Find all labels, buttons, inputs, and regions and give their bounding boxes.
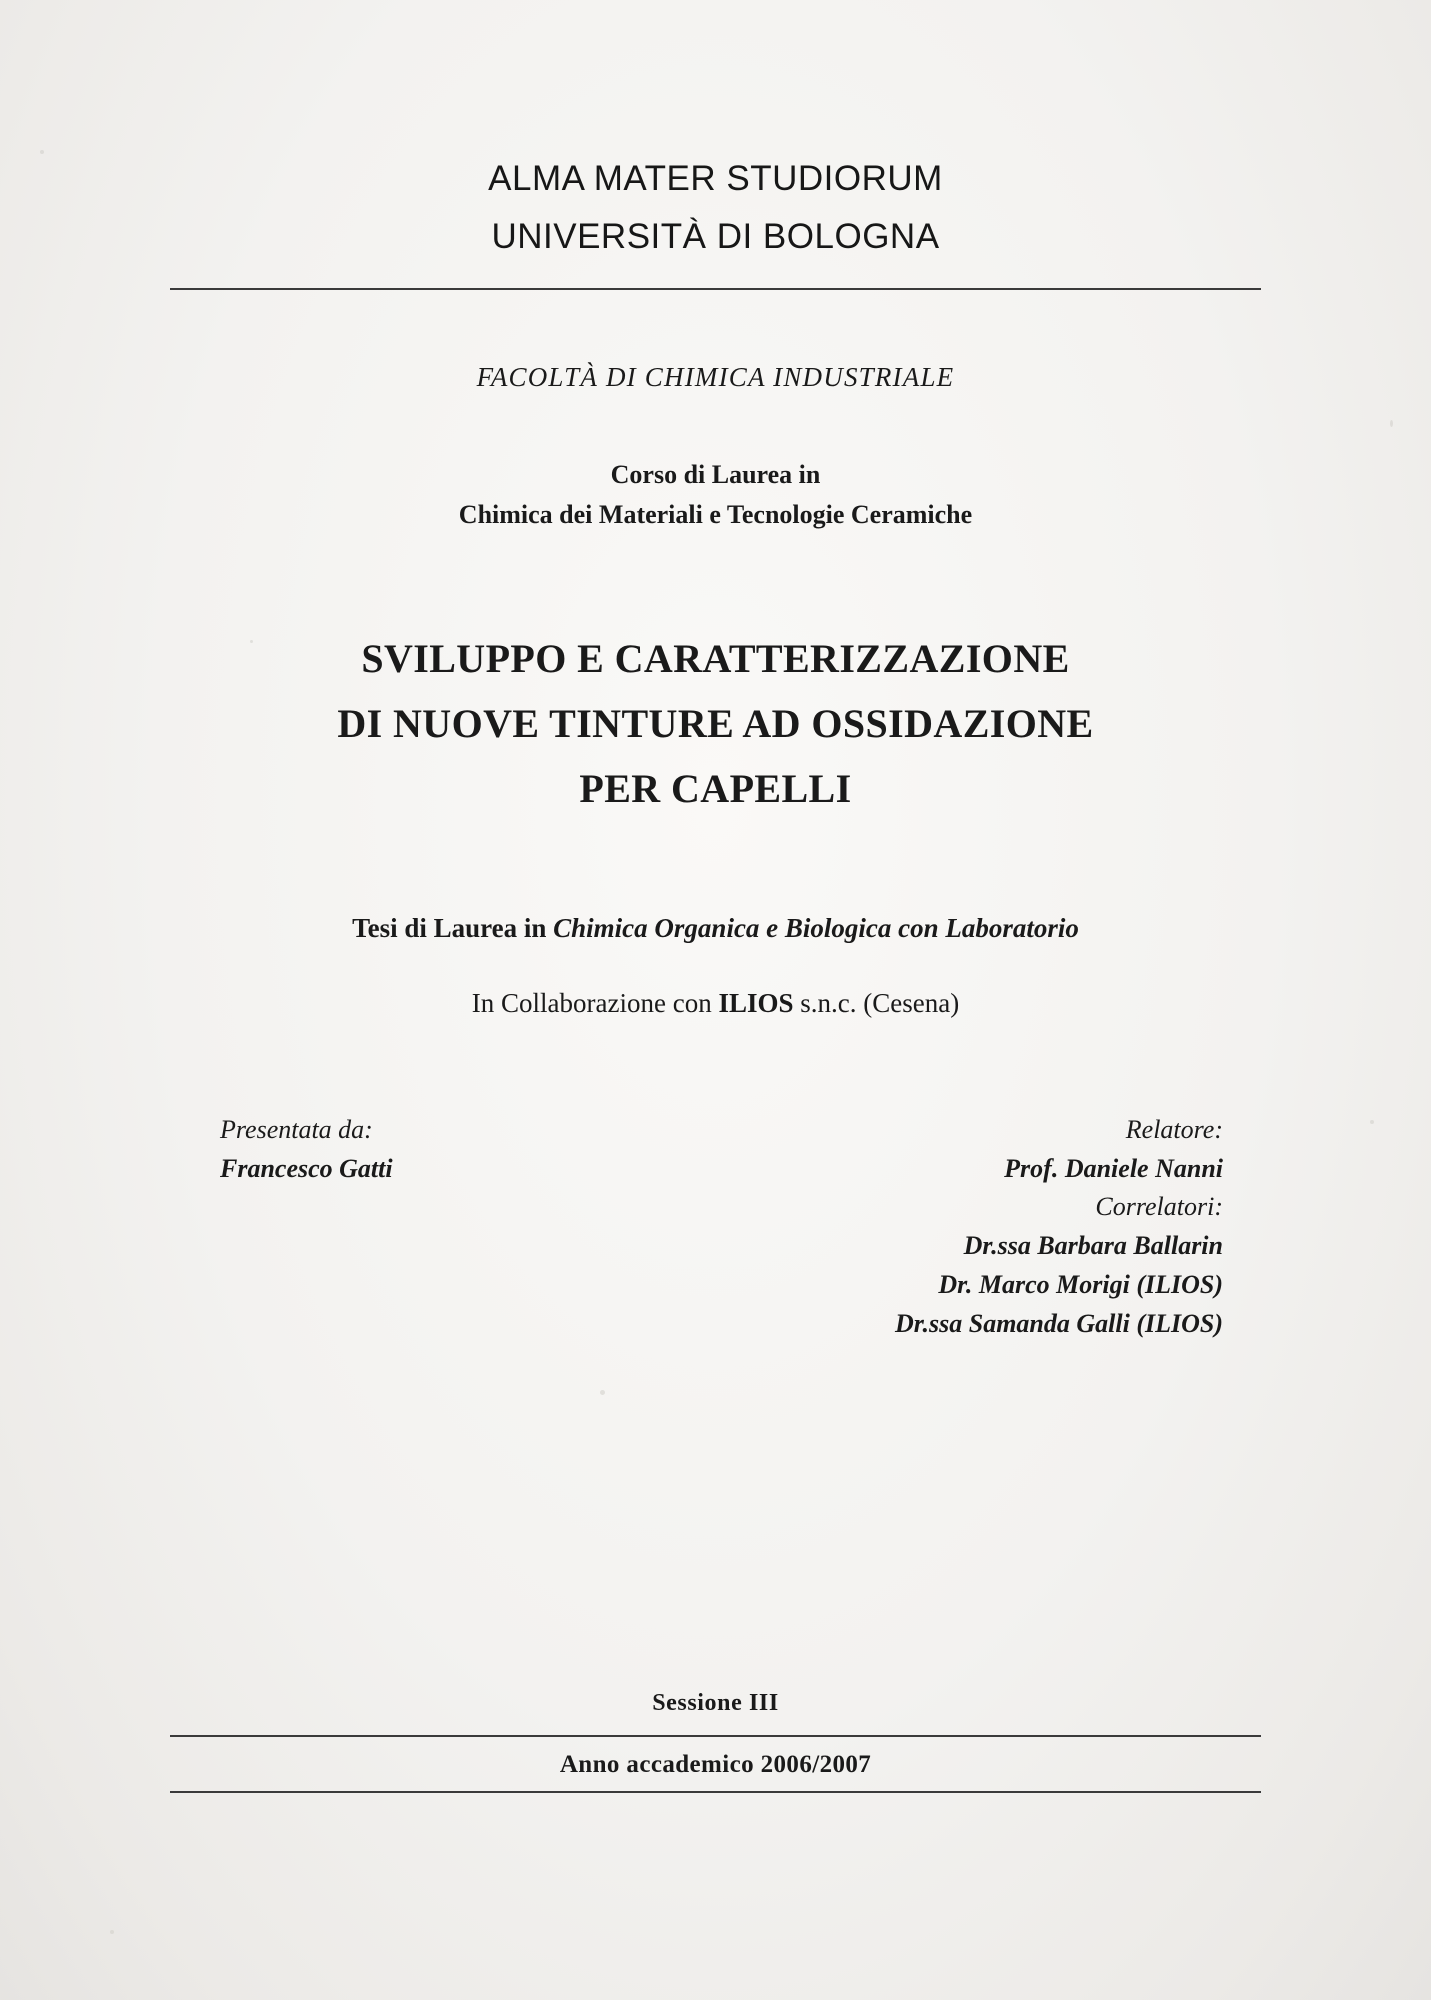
university-line-1: ALMA MATER STUDIORUM bbox=[488, 159, 943, 198]
collaboration-prefix: In Collaborazione con bbox=[471, 988, 719, 1019]
thesis-title bbox=[170, 627, 1261, 821]
supervisor-label: Relatore: bbox=[1125, 1115, 1223, 1145]
academic-year: Anno accademico 2006/2007 bbox=[559, 1751, 872, 1778]
session-label: Sessione III bbox=[652, 1690, 779, 1716]
university-line-2: UNIVERSITÀ DI BOLOGNA bbox=[491, 216, 940, 256]
thesis-title-line-3: PER CAPELLI bbox=[579, 765, 852, 811]
footer-divider-top bbox=[170, 1735, 1261, 1737]
degree-course bbox=[170, 455, 1261, 536]
university-header bbox=[170, 150, 1261, 266]
degree-course-line-1: Corso di Laurea in bbox=[610, 459, 821, 489]
thesis-title-line-1: SVILUPPO E CARATTERIZZAZIONE bbox=[361, 636, 1070, 682]
presented-by-name: Francesco Gatti bbox=[220, 1154, 393, 1184]
supervisor-name: Prof. Daniele Nanni bbox=[1004, 1154, 1223, 1184]
footer-divider-bottom bbox=[170, 1791, 1261, 1793]
thesis-title-line-2: DI NUOVE TINTURE AD OSSIDAZIONE bbox=[337, 700, 1094, 746]
collaboration-company: ILIOS bbox=[718, 988, 794, 1019]
co-supervisors-label: Correlatori: bbox=[1095, 1192, 1223, 1222]
footer-block bbox=[170, 1690, 1261, 1793]
co-supervisor-name: Dr.ssa Samanda Galli (ILIOS) bbox=[895, 1308, 1223, 1338]
presented-by-label: Presentata da: bbox=[220, 1115, 373, 1145]
co-supervisor-name: Dr. Marco Morigi (ILIOS) bbox=[938, 1269, 1223, 1299]
header-divider bbox=[170, 288, 1261, 290]
degree-course-line-2: Chimica dei Materiali e Tecnologie Ceramiche bbox=[458, 499, 973, 529]
collaboration-line bbox=[170, 988, 1261, 1019]
thesis-subject-prefix: Tesi di Laurea in bbox=[352, 913, 554, 944]
thesis-subject-line bbox=[170, 913, 1261, 944]
thesis-subject-name: Chimica Organica e Biologica con Laboratorio bbox=[553, 913, 1079, 944]
supervisors-block bbox=[895, 1111, 1261, 1342]
co-supervisor-name: Dr.ssa Barbara Ballarin bbox=[963, 1230, 1223, 1260]
faculty-name: FACOLTÀ DI CHIMICA INDUSTRIALE bbox=[476, 361, 955, 392]
people-section bbox=[170, 1111, 1261, 1342]
presented-by-block bbox=[170, 1111, 393, 1188]
collaboration-suffix: s.n.c. (Cesena) bbox=[793, 988, 960, 1019]
